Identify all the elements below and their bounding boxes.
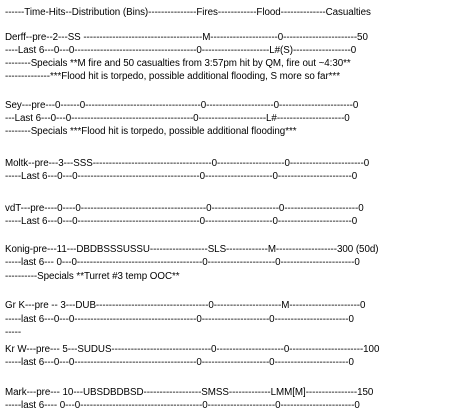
hit-report-document (5, 3, 451, 409)
grk-pre-line: Gr K---pre -- 3---DUB-----------------------------------0---------------------M----------------------0 (5, 300, 366, 311)
krw-last6-line: -----last 6---0---0--------------------------------------0---------------------0-----------------------0 (5, 357, 354, 368)
krw-pre-line: Kr W---pre--- 5---SUDUS-------------------------------0---------------------0-----------------------100 (5, 344, 380, 355)
mark-last6-line: -----last 6---- 0---0--------------------------------------0---------------------0-----------------------0 (5, 400, 360, 411)
sey-pre-line: Sey---pre---0------0------------------------------------0---------------------0-----------------------0 (5, 100, 359, 111)
column-header-line: ------Time-Hits--Distribution (Bins)---------------Fires------------Flood--------------Casualties (5, 7, 371, 18)
moltk-last6-line: -----Last 6---0---0--------------------------------------0---------------------0-----------------------0 (5, 171, 358, 182)
derff-pre-line: Derff--pre--2---SS -------------------------------------M---------------------0-----------------------50 (5, 32, 368, 43)
mark-pre-line: Mark---pre--- 10---UBSDBDBSD------------------SMSS-------------LMM[M]----------------150 (5, 387, 374, 398)
konig-pre-line: Konig-pre---11---DBDBSSSUSSU------------------SLS-------------M-------------------300 (50d) (5, 244, 379, 255)
konig-last6-line: -----last 6--- 0---0---------------------------------------0---------------------0-----------------------0 (5, 257, 360, 268)
vdt-last6-line: -----Last 6---0---0--------------------------------------0---------------------0-----------------------0 (5, 216, 358, 227)
derff-specials-flood-note: --------------***Flood hit is torpedo, possible additional flooding, S more so far*** (5, 71, 340, 82)
separator-line: ----- (5, 327, 22, 338)
konig-specials-line: ----------Specials **Turret #3 temp OOC** (5, 271, 180, 282)
derff-last6-line: ----Last 6---0---0--------------------------------------0---------------------L#(S)------------------0 (5, 45, 357, 56)
grk-last6-line: -----last 6---0---0--------------------------------------0---------------------0-----------------------0 (5, 314, 354, 325)
sey-specials-line: --------Specials ***Flood hit is torpedo, possible additional flooding*** (5, 126, 297, 137)
moltk-pre-line: Moltk--pre---3---SSS-------------------------------------0---------------------0-----------------------0 (5, 158, 370, 169)
sey-last6-line: ---Last 6---0---0--------------------------------------0---------------------L#---------------------0 (5, 113, 350, 124)
vdt-pre-line: vdT---pre----0----0---------------------------------------0---------------------0-----------------------0 (5, 203, 364, 214)
derff-specials-line: --------Specials **M fire and 50 casualties from 3:57pm hit by QM, fire out ~4:30** (5, 58, 351, 69)
